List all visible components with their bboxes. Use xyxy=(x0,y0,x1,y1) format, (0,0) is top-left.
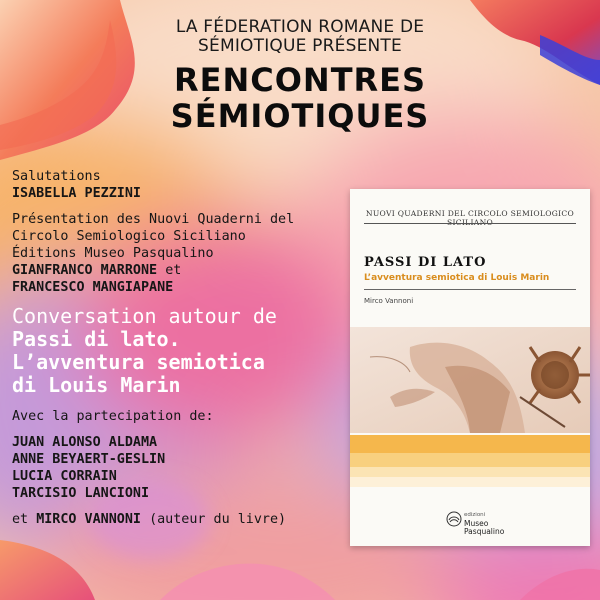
salutations-label: Salutations xyxy=(12,169,101,184)
author-note: (auteur du livre) xyxy=(149,512,287,527)
book-divider xyxy=(364,223,576,224)
presentation-speaker-2: FRANCESCO MANGIAPANE xyxy=(12,280,174,295)
organizer-line-1: LA FÉDERATION ROMANE DE xyxy=(175,17,425,37)
cover-stripe xyxy=(350,435,590,453)
participant-name: TARCISIO LANCIONI xyxy=(12,486,150,501)
program-column xyxy=(12,168,342,528)
publisher-line-1: Museo xyxy=(464,518,489,528)
cover-stripe xyxy=(350,453,590,467)
publisher-name xyxy=(464,511,504,537)
publisher-small: edizioni xyxy=(464,512,486,518)
cover-stripe xyxy=(350,467,590,477)
participant-name: LUCIA CORRAIN xyxy=(12,469,117,484)
cover-stripe xyxy=(350,477,590,487)
conversation-block xyxy=(12,305,342,397)
book-author: Mirco Vannoni xyxy=(364,297,414,305)
conversation-line-4: di Louis Marin xyxy=(12,373,181,397)
presentation-line-1: Présentation des Nuovi Quaderni del xyxy=(12,212,295,227)
participant-name: ANNE BEYAERT-GESLIN xyxy=(12,452,166,467)
presentation-line-3: Éditions Museo Pasqualino xyxy=(12,246,214,261)
organizer-line-2: SÉMIOTIQUE PRÉSENTE xyxy=(198,36,402,56)
book-title: PASSI DI LATO xyxy=(364,255,487,270)
salutations-speaker: ISABELLA PEZZINI xyxy=(12,186,141,201)
event-title-line-2: SÉMIOTIQUES xyxy=(170,97,430,135)
conversation-line-1: Conversation autour de xyxy=(12,304,277,328)
participant-name: JUAN ALONSO ALDAMA xyxy=(12,435,158,450)
book-subtitle: L’avventura semiotica di Louis Marin xyxy=(364,273,550,283)
museo-pasqualino-logo xyxy=(446,511,462,527)
event-title xyxy=(0,62,600,134)
participants-list xyxy=(12,434,342,502)
conversation-line-3: L’avventura semiotica xyxy=(12,350,265,374)
event-title-line-1: RENCONTRES xyxy=(173,61,427,99)
book-divider xyxy=(364,289,576,290)
book-series: NUOVI QUADERNI DEL CIRCOLO SEMIOLOGICO xyxy=(365,209,575,218)
organizer-header xyxy=(0,18,600,56)
conversation-line-2: Passi di lato. xyxy=(12,327,181,351)
book-cover xyxy=(350,189,590,546)
author-line xyxy=(12,511,342,528)
participation-label: Avec la partecipation de: xyxy=(12,409,214,424)
author-name: MIRCO VANNONI xyxy=(36,512,141,527)
author-prefix: et xyxy=(12,512,29,527)
presentation-line-2: Circolo Semiologico Siciliano xyxy=(12,229,246,244)
presentation-speaker-1: GIANFRANCO MARRONE xyxy=(12,263,158,278)
salutations-block xyxy=(12,168,342,202)
book-cover-artwork xyxy=(350,327,590,433)
presentation-block xyxy=(12,211,342,296)
presentation-connector: et xyxy=(165,263,182,278)
publisher-line-2: Pasqualino xyxy=(464,527,505,536)
